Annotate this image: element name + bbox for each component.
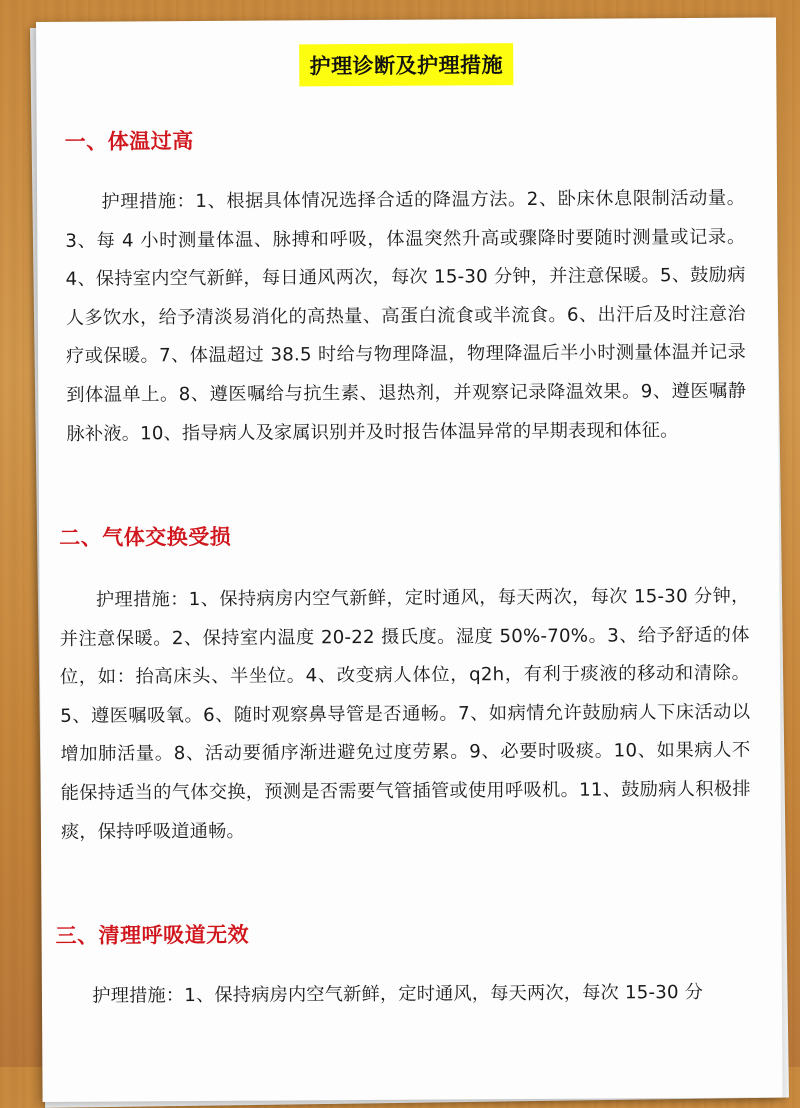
document-page <box>36 17 783 1102</box>
section-heading-airway-clearance: 三、清理呼吸道无效 <box>55 922 250 948</box>
section-body-airway-clearance: 护理措施：1、保持病房内空气新鲜，定时通风，每天两次，每次 15-30 分 <box>92 981 704 1007</box>
document-title: 护理诊断及护理措施 <box>299 43 513 86</box>
title-wrap <box>36 41 776 88</box>
section-heading-gas-exchange: 二、气体交换受损 <box>59 524 232 550</box>
section-heading-fever: 一、体温过高 <box>64 129 194 154</box>
section-body-fever: 护理措施：1、根据具体情况选择合适的降温方法。2、卧床休息限制活动量。3、每 4 小时测量体温、脉搏和呼吸，体温突然升高或骤降时要随时测量或记录。4、保持室内空气新鲜，每日通风两次，每次 15-30 分钟，并注意保暖。5、鼓励病人多饮水，给予清淡易消化的高热量、高蛋白流食或半流食。6、出汗后及时注意治疗或保暖。7、体温超过 38.5 时给与物理降温，物理降温后半小时测量体温并记录到体温单上。8、遵医嘱给与抗生素、退热剂，并观察记录降温效果。9、遵医嘱静脉补液。10、指导病人及家属识别并及时报告体温异常的早期表现和体征。 <box>65 187 747 445</box>
section-body-gas-exchange: 护理措施：1、保持病房内空气新鲜，定时通风，每天两次，每次 15-30 分钟，并注意保暖。2、保持室内温度 20-22 摄氏度。湿度 50%-70%。3、给予舒适的体位，如：抬高床头、半坐位。4、改变病人体位，q2h，有利于痰液的移动和清除。5、遵医嘱吸氧。6、随时观察鼻导管是否通畅。7、如病情允许鼓励病人下床活动以增加肺活量。8、活动要循序渐进避免过度劳累。9、必要时吸痰。10、如果病人不能保持适当的气体交换，预测是否需要气管插管或使用呼吸机。11、鼓励病人积极排痰，保持呼吸道通畅。 <box>59 585 751 843</box>
